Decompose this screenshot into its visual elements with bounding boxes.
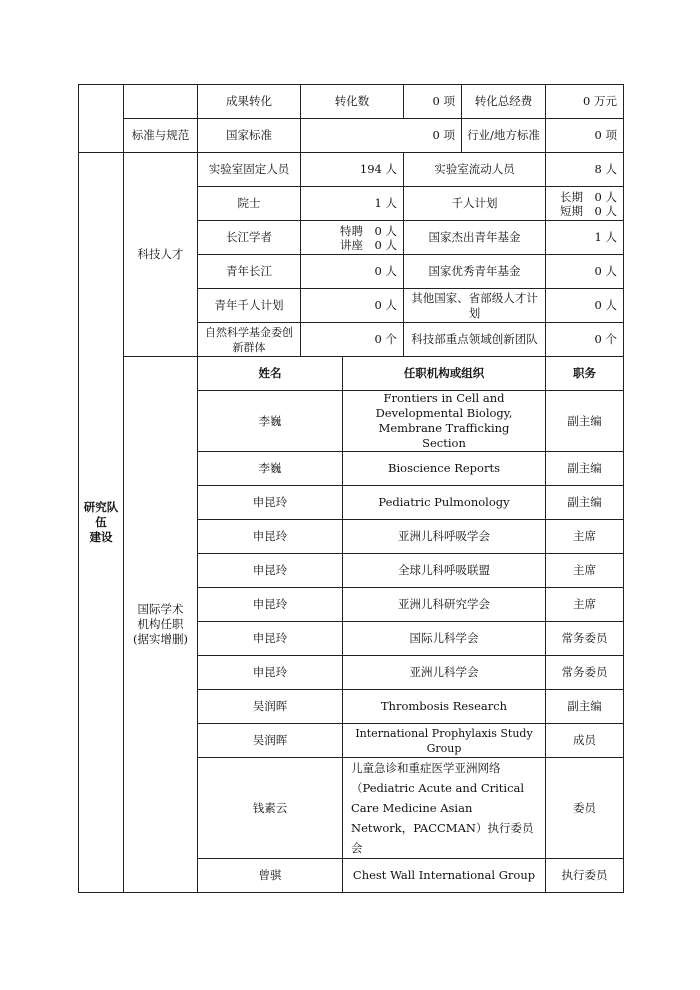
cell-label: 青年千人计划: [198, 289, 301, 323]
post-name: 常务委员: [546, 656, 624, 690]
org-name: Frontiers in Cell and Developmental Biology, Membrane Trafficking Section: [343, 391, 546, 452]
cell-label: 长江学者: [198, 221, 301, 255]
cell-value: 1 人: [546, 221, 624, 255]
header-org: 任职机构或组织: [343, 357, 546, 391]
cell-label: 青年长江: [198, 255, 301, 289]
cell-value: 0 个: [301, 323, 404, 357]
person-name: 申昆玲: [198, 554, 343, 588]
cell-label: 科技部重点领域创新团队: [404, 323, 546, 357]
cell-value: 0 万元: [546, 85, 624, 119]
cell-value: 0 项: [404, 85, 462, 119]
header-post: 职务: [546, 357, 624, 391]
cell-value: 0 人: [546, 255, 624, 289]
cell-label: 实验室固定人员: [198, 153, 301, 187]
org-name: Bioscience Reports: [343, 452, 546, 486]
person-name: 曾骐: [198, 859, 343, 893]
post-name: 成员: [546, 724, 624, 758]
org-name: 国际儿科学会: [343, 622, 546, 656]
cell-label: 国家杰出青年基金: [404, 221, 546, 255]
person-name: 申昆玲: [198, 656, 343, 690]
cell-value: 1 人: [301, 187, 404, 221]
section-cell-top: [79, 85, 124, 153]
post-name: 主席: [546, 520, 624, 554]
cell-label: 国家优秀青年基金: [404, 255, 546, 289]
cell-label: 实验室流动人员: [404, 153, 546, 187]
post-name: 副主编: [546, 486, 624, 520]
org-name: 儿童急诊和重症医学亚洲网络（Pediatric Acute and Critical Care Medicine Asian Network，PACCMAN）执行委员会: [343, 758, 546, 859]
person-name: 吴润晖: [198, 724, 343, 758]
intl-label: 国际学术 机构任职 (据实增删): [124, 357, 198, 893]
org-name: 亚洲儿科学会: [343, 656, 546, 690]
cell-label: 转化总经费: [462, 85, 546, 119]
org-name: 亚洲儿科呼吸学会: [343, 520, 546, 554]
person-name: 申昆玲: [198, 588, 343, 622]
talent-label: 科技人才: [124, 153, 198, 357]
post-name: 主席: [546, 588, 624, 622]
org-name: Thrombosis Research: [343, 690, 546, 724]
org-name: Chest Wall International Group: [343, 859, 546, 893]
person-name: 李巍: [198, 391, 343, 452]
cell-value: 194 人: [301, 153, 404, 187]
cell-label: 院士: [198, 187, 301, 221]
org-name: Pediatric Pulmonology: [343, 486, 546, 520]
person-name: 申昆玲: [198, 486, 343, 520]
cell-value: 0 人: [546, 289, 624, 323]
cell-label: 行业/地方标准: [462, 119, 546, 153]
person-name: 申昆玲: [198, 622, 343, 656]
table-row: [79, 85, 624, 119]
post-name: 主席: [546, 554, 624, 588]
cell-value: 0 个: [546, 323, 624, 357]
cell-value: 8 人: [546, 153, 624, 187]
post-name: 常务委员: [546, 622, 624, 656]
person-name: 钱素云: [198, 758, 343, 859]
section-title: 研究队伍 建设: [79, 153, 124, 893]
cell-label: 千人计划: [404, 187, 546, 221]
post-name: 副主编: [546, 452, 624, 486]
cell-value: 0 项: [301, 119, 462, 153]
person-name: 李巍: [198, 452, 343, 486]
table-row: [79, 153, 624, 187]
table-row: [79, 119, 624, 153]
cell-value: 0 人: [301, 289, 404, 323]
table-row: [79, 357, 624, 391]
cell-value: 0 人: [301, 255, 404, 289]
post-name: 委员: [546, 758, 624, 859]
blank-cell: [124, 85, 198, 119]
post-name: 副主编: [546, 391, 624, 452]
cell-label: 自然科学基金委创新群体: [198, 323, 301, 357]
person-name: 吴润晖: [198, 690, 343, 724]
org-name: International Prophylaxis Study Group: [343, 724, 546, 758]
org-name: 全球儿科呼吸联盟: [343, 554, 546, 588]
cell-label: 成果转化: [198, 85, 301, 119]
cell-value: 特聘 0 人 讲座 0 人: [301, 221, 404, 255]
cell-label: 国家标准: [198, 119, 301, 153]
org-name: 亚洲儿科研究学会: [343, 588, 546, 622]
person-name: 申昆玲: [198, 520, 343, 554]
cell-value: 长期 0 人 短期 0 人: [546, 187, 624, 221]
cell-label: 标准与规范: [124, 119, 198, 153]
post-name: 执行委员: [546, 859, 624, 893]
header-name: 姓名: [198, 357, 343, 391]
cell-label: 转化数: [301, 85, 404, 119]
cell-value: 0 项: [546, 119, 624, 153]
cell-label: 其他国家、省部级人才计划: [404, 289, 546, 323]
post-name: 副主编: [546, 690, 624, 724]
research-team-table: [78, 84, 624, 893]
